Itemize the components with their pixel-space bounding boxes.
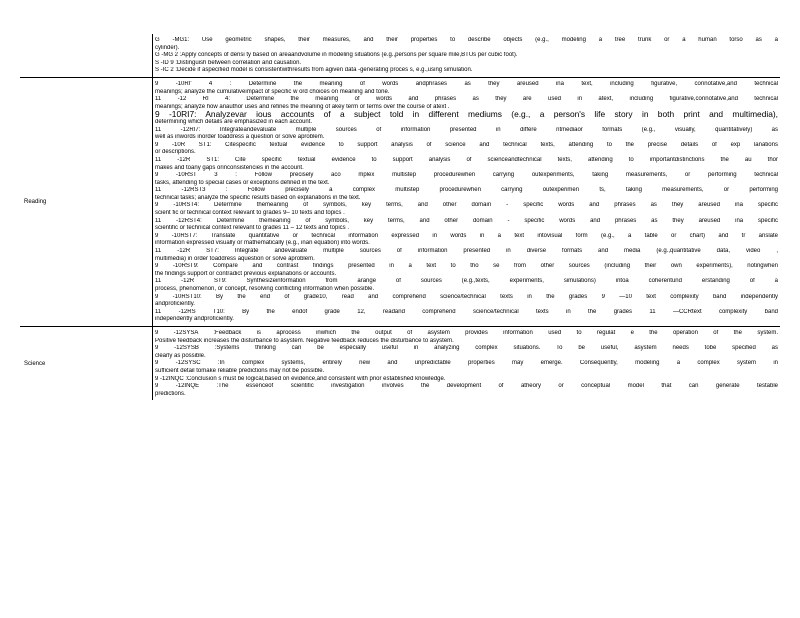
standard-line: 9 -12INQE :The essenceof scientific investigation involves the development of atheory or conceptual model that can generate testable <box>155 383 778 390</box>
standard-line: 11 -12R ST1: Cite specific textual evidence to support analysis of scienceandtechnical texts, attending to importantdistinctions the au thor <box>155 156 778 163</box>
standard-line: andproficiently. <box>155 301 195 308</box>
standard-line: 9 -12SYSA :Feedback is aprocess inwhich the output of asystem provides information used to regulat e the operation of the system. <box>155 329 778 336</box>
standard-line: 9 -12SYSB :Systems thinking can be especially useful in analyzing complex situations. To be useful, asystem needs tobe specified as <box>155 345 778 352</box>
standard-line: information expressed visually or mathematically (e.g., inan equation) into words. <box>155 240 370 247</box>
standard-line: clearly as possible. <box>155 352 206 359</box>
standard-line: 9 -10RI7: Analyzevar ious accounts of a subject told in different mediums (e.g., a person's life story in both print and multimedia), <box>155 111 778 119</box>
standard-line: 9 -10R ST1: Citespecific textual evidence to support analysis of science and technical texts, attending to the precise details of exp lanations <box>155 141 778 148</box>
standard-line: cylinder). <box>155 44 180 51</box>
science-standards-cell <box>152 327 780 400</box>
standard-line: 9 -10RST4: Determine themeaning of symbols, key terms, and other domain - specific words and phrases as they areused ina specific <box>155 202 778 209</box>
standards-table <box>20 34 780 400</box>
standard-line: 9 -10RST 3 : Follow precisely aco mplex multistep procedurewhen carrying outexperiments, taking measurements, or performing technical <box>155 172 778 179</box>
standard-line: makes and toany gaps orinconsistencies in the account. <box>155 164 304 171</box>
standard-line: Positive feedback increases the disturbance to asystem. Negative feedback reduces the disturbance to asystem. <box>155 337 454 344</box>
standard-line: 11 -12RI7: Integrateandevaluate multiple sources of information presented in differe ntmediaor formats (e.g., visually, quantitatively) as <box>155 126 778 133</box>
standard-line: 9 -12INQC :Conclusion s must be logical,based on evidence,and consistent with prior established knowledge. <box>155 375 446 382</box>
standard-line: well as inwords inorder toaddress a question or solve aproblem. <box>155 134 325 141</box>
standard-line: predictions. <box>155 390 186 397</box>
math-standards-cell <box>152 34 780 77</box>
standard-line: the findings support or contradict previous explanations or accounts. <box>155 270 337 277</box>
standard-line: G -MG 2 :Apply concepts of densi ty based on areaandvolume in modeling situations (e.g.,persons per square mile,BTUs per cubic foot). <box>155 52 518 59</box>
standard-line: 9 -10RST9: Compare and contrast findings presented in a text to tho se from other sources (including their own experiments), notingwhen <box>155 263 778 270</box>
standard-line: meanings; analyze how anauthor uses and refines the meaning of akey term or terms over the course of atext . <box>155 103 450 110</box>
standard-line: scient fic or technical context relevant to grades 9– 10 texts and topics . <box>155 210 345 217</box>
standard-line: G -MG1: Use geometric shapes, their measures, and their properties to describe objects (e.g., modeling a tree trunk or a human torso as a <box>155 37 778 43</box>
standard-line: 11 -12R ST7: Integrate andevaluate multiple sources of information presented in diverse formats and media (e.g.,quantitative data, video , <box>155 248 778 255</box>
standard-line: 11 -12R ST9: Synthesizeinformation from arange of sources (e.g.,texts, experiments, simulations) intoa coherentund erstanding of a <box>155 278 778 285</box>
standard-line: process, phenomenon, or concept, resolving conflicting information when possible. <box>155 286 375 292</box>
standard-line: scientific or technical context relevant to grades 11 – 12 texts and topics . <box>155 225 349 232</box>
standard-line: S -ID 9 :Distinguish between correlation and causation. <box>155 59 302 66</box>
standard-line: 11 -12RST3 : Follow precisely a complex multistep procedurewhen carrying outexperimen ts, taking measurements, or performing <box>155 187 778 194</box>
math-standards-row <box>20 34 780 77</box>
standard-line: multimedia) in order toaddress aquestion or solve aproblem. <box>155 255 315 262</box>
standard-line: S -IC 2 :Decide if aspecified model is consistentwithresults from agiven data -generating proces s, e.g.,using simulation. <box>155 67 473 74</box>
reading-standards-row <box>20 77 780 326</box>
science-standards-row <box>20 326 780 400</box>
standard-line: meanings; analyze the cumulativeimpact of specific w ord choices on meaning and tone. <box>155 88 390 95</box>
math-subject-cell <box>20 34 152 77</box>
standard-line: determining which details are emphasized in each account. <box>155 118 313 125</box>
standard-line: 9 -12SYSC :In complex systems, entirely new and unpredictable properties may emerge. Consequently, modeling a complex system in <box>155 360 778 367</box>
reading-subject-label: Reading <box>24 198 47 205</box>
standard-line: 9 -10RST7: Translate quantitative or technical information expressed in words in a text intovisual form (e.g., a table or chart) and tr anslate <box>155 232 778 239</box>
standard-line: tasks, attending to special cases or exceptions defined in the text. <box>155 179 330 186</box>
standard-line: 11 -12RST4: Determine themeaning of symbols, key terms, and other domain - specific words and phrases as they areused ina specific <box>155 217 778 224</box>
science-subject-label: Science <box>24 360 46 367</box>
reading-standards-cell <box>152 78 780 326</box>
standard-line: 9 -10RI' 4 : Determine the meaning of words andphrases as they areused ina text, including figurative, connotative,and technical <box>155 80 778 87</box>
standard-line: 9 -10RST10: By the end of grade10, read and comprehend science/technical texts in the grades 9 —10 text complexity band independently <box>155 293 778 300</box>
standard-line: independently andproficiently. <box>155 316 234 323</box>
standard-line: 11 -12 RI 4: Determine the meaning of words and phrases as they are used in atext, including figurative,connotative,and technical <box>155 96 778 103</box>
standard-line: or descriptions. <box>155 149 196 156</box>
standard-line: technical tasks; analyze the specific results based on explanations in the text. <box>155 194 361 201</box>
standard-line: 11 -12RS T10: By the endof grade 12, readand comprehend science/technical texts in the grades 11 —CCRtext complexity band <box>155 308 778 315</box>
standard-line: sufficient detail tomake reliable predictions may not be possible. <box>155 367 325 374</box>
